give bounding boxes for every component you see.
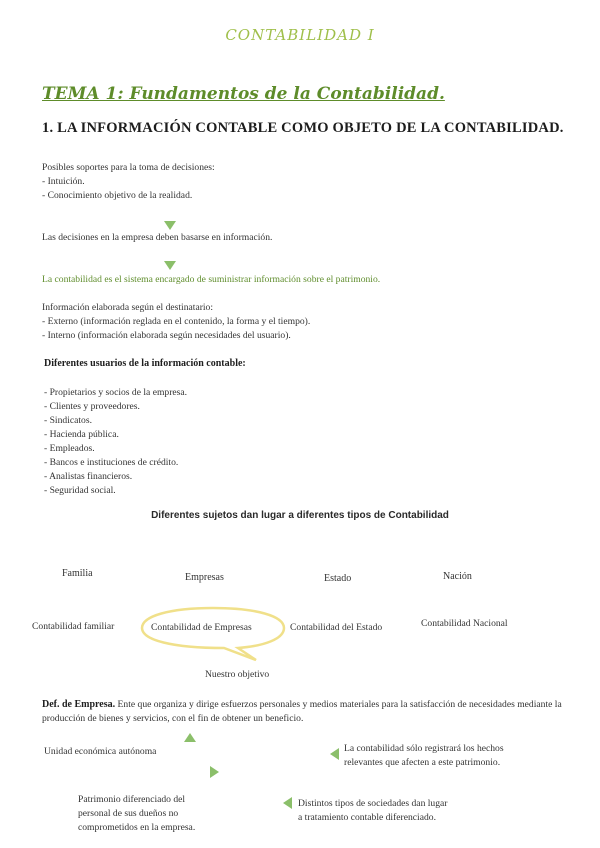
patrimonio-line: Patrimonio diferenciado del <box>78 794 186 805</box>
decisiones-text: Las decisiones en la empresa deben basarse en información. <box>42 232 273 243</box>
tipos-sociedades-line: a tratamiento contable diferenciado. <box>298 812 436 823</box>
def-empresa-label: Def. de Empresa. <box>42 699 116 710</box>
subject-nacion: Nación <box>443 571 472 582</box>
contabilidad-definition: La contabilidad es el sistema encargado de suministrar información sobre el patrimonio. <box>42 274 381 285</box>
subject-empresas: Empresas <box>185 572 224 583</box>
contabilidad-hechos-line: La contabilidad sólo registrará los hechos <box>344 743 504 754</box>
arrow-left-icon <box>330 748 339 760</box>
sujetos-title: Diferentes sujetos dan lugar a diferentes tipos de Contabilidad <box>151 510 449 521</box>
patrimonio-line: personal de sus dueños no <box>78 808 179 819</box>
usuarios-item: - Empleados. <box>44 443 95 454</box>
soportes-intro: Posibles soportes para la toma de decisiones: <box>42 162 215 173</box>
def-empresa-paragraph <box>42 698 592 726</box>
informacion-item: - Interno (información elaborada según necesidades del usuario). <box>42 330 291 341</box>
soportes-item: - Conocimiento objetivo de la realidad. <box>42 190 193 201</box>
patrimonio-line: comprometidos en la empresa. <box>78 822 196 833</box>
arrow-left-icon <box>283 797 292 809</box>
arrow-down-icon <box>164 261 176 270</box>
usuarios-item: - Bancos e instituciones de crédito. <box>44 457 179 468</box>
section-title: 1. LA INFORMACIÓN CONTABLE COMO OBJETO DE LA CONTABILIDAD. <box>42 120 564 136</box>
usuarios-item: - Propietarios y socios de la empresa. <box>44 387 188 398</box>
type-contabilidad-familiar: Contabilidad familiar <box>32 621 115 632</box>
subject-familia: Familia <box>62 568 93 579</box>
subject-estado: Estado <box>324 573 352 584</box>
unidad-economica: Unidad económica autónoma <box>44 746 157 757</box>
nuestro-objetivo-callout: Nuestro objetivo <box>205 669 270 680</box>
usuarios-item: - Clientes y proveedores. <box>44 401 140 412</box>
arrow-up-icon <box>184 733 196 742</box>
usuarios-item: - Hacienda pública. <box>44 429 119 440</box>
arrow-down-icon <box>164 221 176 230</box>
informacion-intro: Información elaborada según el destinatario: <box>42 302 214 313</box>
document-header-title: CONTABILIDAD I <box>225 26 375 44</box>
type-contabilidad-nacional: Contabilidad Nacional <box>421 618 508 629</box>
usuarios-item: - Analistas financieros. <box>44 471 133 482</box>
type-contabilidad-estado: Contabilidad del Estado <box>290 622 383 633</box>
tipos-sociedades-line: Distintos tipos de sociedades dan lugar <box>298 798 448 809</box>
informacion-item: - Externo (información reglada en el contenido, la forma y el tiempo). <box>42 316 311 327</box>
type-contabilidad-empresas: Contabilidad de Empresas <box>151 622 252 633</box>
def-empresa-text: Ente que organiza y dirige esfuerzos personales y medios materiales para la satisfacción de necesidades mediante la producción de bienes y servicios, con el fin de obtener un beneficio. <box>42 699 562 724</box>
arrow-right-icon <box>210 766 219 778</box>
tema-heading: TEMA 1: Fundamentos de la Contabilidad. <box>42 84 445 104</box>
usuarios-item: - Seguridad social. <box>44 485 116 496</box>
soportes-item: - Intuición. <box>42 176 85 187</box>
usuarios-title: Diferentes usuarios de la información contable: <box>44 358 246 369</box>
contabilidad-hechos-line: relevantes que afecten a este patrimonio. <box>344 757 501 768</box>
highlight-ellipse <box>138 606 288 664</box>
usuarios-item: - Sindicatos. <box>44 415 92 426</box>
